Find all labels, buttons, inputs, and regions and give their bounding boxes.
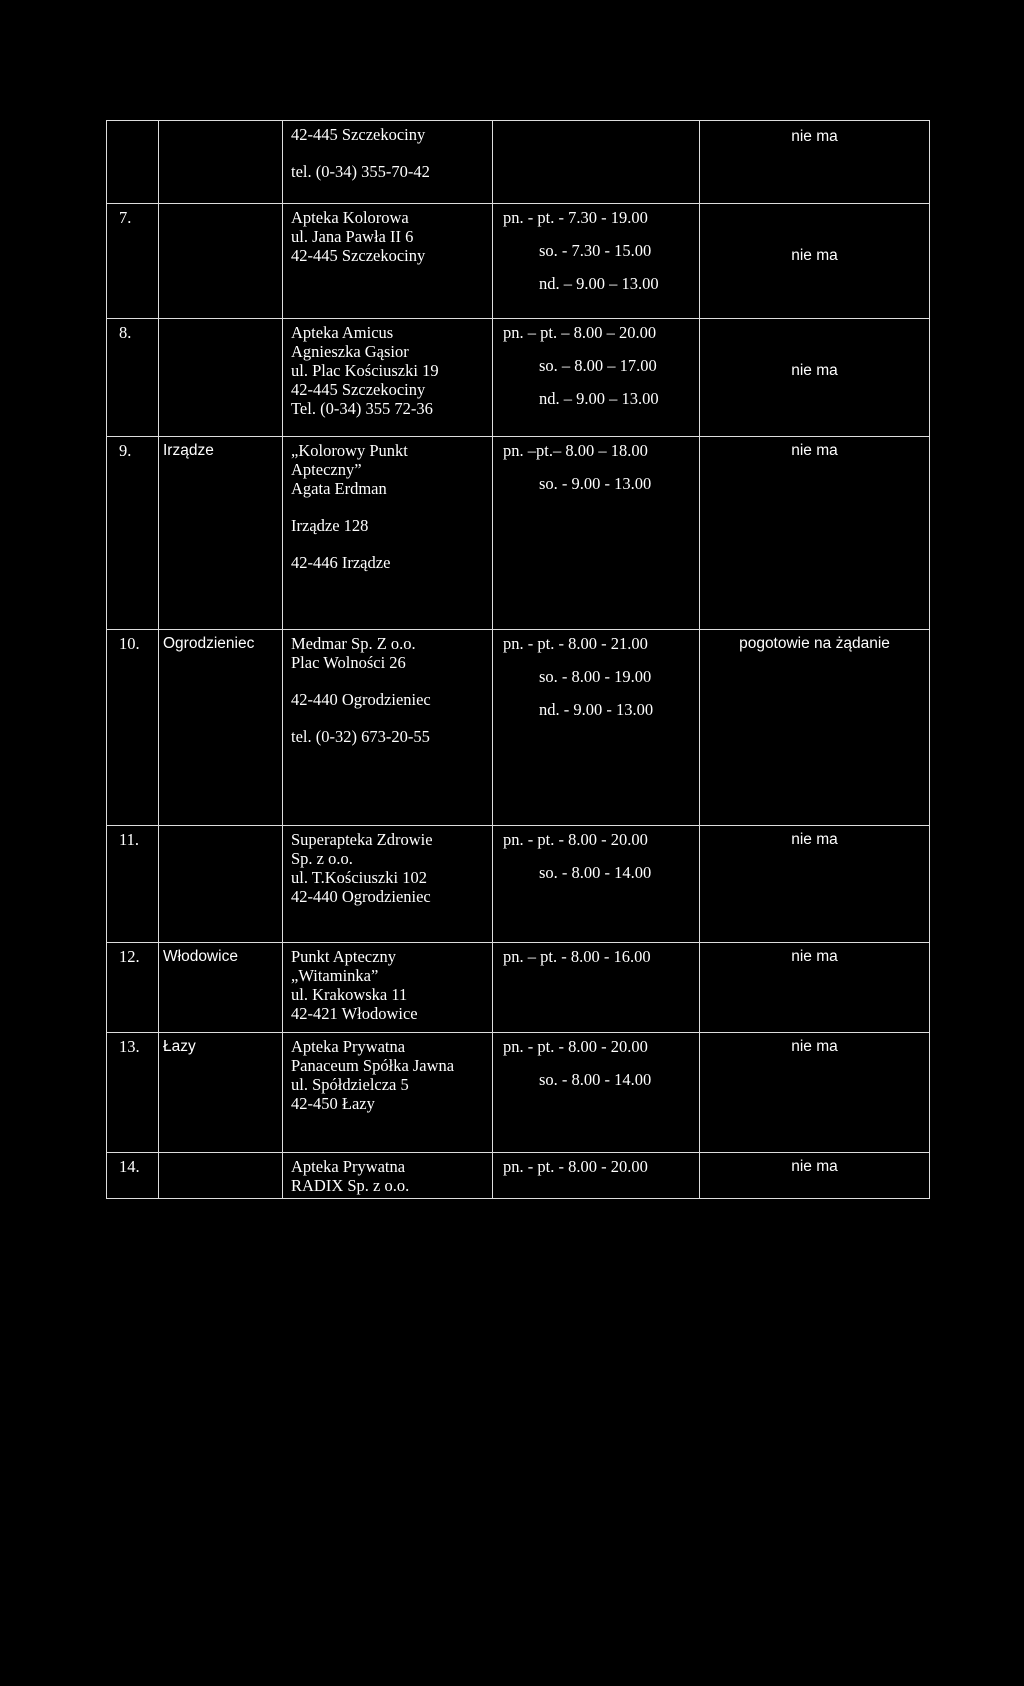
row-number: 9. xyxy=(107,437,159,630)
pharmacy-name-line: Agata Erdman xyxy=(291,479,387,498)
row-city: Łazy xyxy=(159,1033,283,1153)
pharmacy-name-line: tel. (0-32) 673-20-55 xyxy=(291,727,430,746)
pharmacy-name-line: Apteczny” xyxy=(291,460,362,479)
opening-hours-line: so. - 9.00 - 13.00 xyxy=(539,474,652,493)
opening-hours xyxy=(493,630,700,826)
night-duty: nie ma xyxy=(700,943,930,1033)
pharmacy-name-line: 42-445 Szczekociny xyxy=(291,246,426,265)
pharmacy-name xyxy=(283,437,493,630)
opening-hours-line: pn. - pt. - 8.00 - 20.00 xyxy=(503,830,648,849)
opening-hours-line: nd. - 9.00 - 13.00 xyxy=(539,700,654,719)
row-number: 8. xyxy=(107,319,159,437)
pharmacy-name-line: 42-440 Ogrodzieniec xyxy=(291,690,431,709)
row-city: Ogrodzieniec xyxy=(159,630,283,826)
pharmacy-name-line: 42-445 Szczekociny xyxy=(291,125,426,144)
pharmacy-name-line: Apteka Prywatna xyxy=(291,1157,406,1176)
pharmacy-name-line: Plac Wolności 26 xyxy=(291,653,406,672)
pharmacy-name-line: 42-450 Łazy xyxy=(291,1094,375,1113)
pharmacy-name-line: Punkt Apteczny xyxy=(291,947,396,966)
pharmacy-name xyxy=(283,319,493,437)
row-number: 14. xyxy=(107,1153,159,1199)
row-number: 10. xyxy=(107,630,159,826)
night-duty: nie ma xyxy=(700,437,930,630)
pharmacy-name-line: tel. (0-34) 355-70-42 xyxy=(291,162,430,181)
table-row xyxy=(107,437,930,630)
pharmacy-name-line: Panaceum Spółka Jawna xyxy=(291,1056,455,1075)
opening-hours xyxy=(493,437,700,630)
pharmacy-name-line: Sp. z o.o. xyxy=(291,849,353,868)
night-duty: nie ma xyxy=(700,1033,930,1153)
opening-hours-line: nd. – 9.00 – 13.00 xyxy=(539,274,659,293)
pharmacy-name-line: Apteka Kolorowa xyxy=(291,208,409,227)
table-row xyxy=(107,204,930,319)
row-number: 12. xyxy=(107,943,159,1033)
table-row xyxy=(107,1153,930,1199)
pharmacy-name-line: Superapteka Zdrowie xyxy=(291,830,433,849)
pharmacy-name-line: ul. Plac Kościuszki 19 xyxy=(291,361,439,380)
night-duty: nie ma xyxy=(700,319,930,437)
pharmacy-name-line: Apteka Amicus xyxy=(291,323,394,342)
night-duty: nie ma xyxy=(700,826,930,943)
opening-hours xyxy=(493,204,700,319)
pharmacy-name xyxy=(283,630,493,826)
night-duty: nie ma xyxy=(700,121,930,204)
opening-hours-line: pn. - pt. - 7.30 - 19.00 xyxy=(503,208,648,227)
pharmacy-name-line: Apteka Prywatna xyxy=(291,1037,406,1056)
pharmacy-name-line: Tel. (0-34) 355 72-36 xyxy=(291,399,433,418)
table-row xyxy=(107,319,930,437)
pharmacy-name xyxy=(283,943,493,1033)
night-duty: nie ma xyxy=(700,1153,930,1199)
opening-hours xyxy=(493,1033,700,1153)
row-city: Irządze xyxy=(159,437,283,630)
row-city: Włodowice xyxy=(159,943,283,1033)
pharmacy-name-line: „Witaminka” xyxy=(291,966,379,985)
pharmacy-name-line: „Kolorowy Punkt xyxy=(291,441,408,460)
row-city xyxy=(159,826,283,943)
row-number xyxy=(107,121,159,204)
opening-hours-line: pn. - pt. - 8.00 - 20.00 xyxy=(503,1037,648,1056)
opening-hours-line: pn. - pt. - 8.00 - 21.00 xyxy=(503,634,648,653)
pharmacy-name-line: ul. T.Kościuszki 102 xyxy=(291,868,427,887)
table-row xyxy=(107,826,930,943)
pharmacy-name-line: Agnieszka Gąsior xyxy=(291,342,409,361)
opening-hours-line: pn. –pt.– 8.00 – 18.00 xyxy=(503,441,648,460)
opening-hours-line: so. - 8.00 - 14.00 xyxy=(539,863,652,882)
row-number: 7. xyxy=(107,204,159,319)
opening-hours xyxy=(493,319,700,437)
pharmacy-name-line: ul. Jana Pawła II 6 xyxy=(291,227,414,246)
pharmacy-name xyxy=(283,1033,493,1153)
table-row xyxy=(107,630,930,826)
pharmacy-name-line: 42-421 Włodowice xyxy=(291,1004,418,1023)
opening-hours-line: pn. – pt. – 8.00 – 20.00 xyxy=(503,323,657,342)
row-city xyxy=(159,319,283,437)
pharmacy-name xyxy=(283,1153,493,1199)
opening-hours-line: so. - 7.30 - 15.00 xyxy=(539,241,652,260)
row-number: 13. xyxy=(107,1033,159,1153)
row-number: 11. xyxy=(107,826,159,943)
pharmacy-name-line: RADIX Sp. z o.o. xyxy=(291,1176,410,1195)
night-duty: nie ma xyxy=(700,204,930,319)
pharmacy-name xyxy=(283,204,493,319)
row-city xyxy=(159,204,283,319)
table-row xyxy=(107,1033,930,1153)
opening-hours xyxy=(493,943,700,1033)
pharmacy-name-line: Irządze 128 xyxy=(291,516,369,535)
opening-hours-line: nd. – 9.00 – 13.00 xyxy=(539,389,659,408)
pharmacy-name-line: 42-445 Szczekociny xyxy=(291,380,426,399)
opening-hours xyxy=(493,1153,700,1199)
pharmacy-name-line: Medmar Sp. Z o.o. xyxy=(291,634,416,653)
table-row xyxy=(107,943,930,1033)
opening-hours xyxy=(493,121,700,204)
pharmacy-name xyxy=(283,121,493,204)
pharmacy-name-line: 42-446 Irządze xyxy=(291,553,391,572)
opening-hours-line: pn. - pt. - 8.00 - 20.00 xyxy=(503,1157,648,1176)
opening-hours xyxy=(493,826,700,943)
pharmacy-name-line: ul. Krakowska 11 xyxy=(291,985,408,1004)
table-row xyxy=(107,121,930,204)
row-city xyxy=(159,121,283,204)
pharmacy-name-line: ul. Spółdzielcza 5 xyxy=(291,1075,409,1094)
opening-hours-line: pn. – pt. - 8.00 - 16.00 xyxy=(503,947,651,966)
pharmacy-table xyxy=(106,120,930,1199)
opening-hours-line: so. – 8.00 – 17.00 xyxy=(539,356,657,375)
pharmacy-name-line: 42-440 Ogrodzieniec xyxy=(291,887,431,906)
opening-hours-line: so. - 8.00 - 14.00 xyxy=(539,1070,652,1089)
row-city xyxy=(159,1153,283,1199)
pharmacy-name xyxy=(283,826,493,943)
night-duty: pogotowie na żądanie xyxy=(700,630,930,826)
opening-hours-line: so. - 8.00 - 19.00 xyxy=(539,667,652,686)
